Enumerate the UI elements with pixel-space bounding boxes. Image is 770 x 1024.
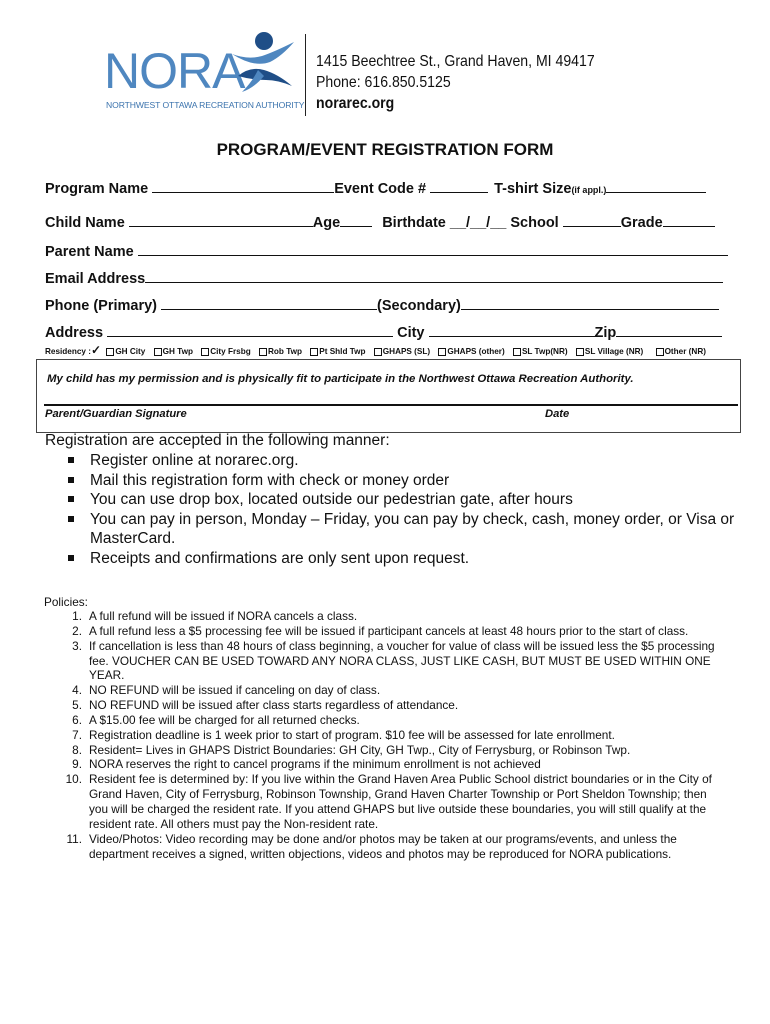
residency-row bbox=[45, 343, 712, 357]
tshirt-size-label: T-shirt Size bbox=[494, 181, 572, 197]
residency-option[interactable]: GHAPS (other) bbox=[438, 347, 504, 356]
checkbox-icon[interactable] bbox=[374, 348, 382, 356]
list-item: 10. Resident fee is determined by: If you live within the Grand Haven Area Public School district boundaries or in the City of Grand Haven, City of Ferrysburg, Robinson Township, Grand Haven Charter Township or Port Sheldon Township; then you will be charged the resident rate. If you attend GHAPS but live outside these boundaries, you will still qualify at the resident rate. All others must pay the Non-resident rate. bbox=[65, 772, 712, 831]
child-name-label: Child Name bbox=[45, 215, 125, 231]
phone-secondary-label: (Secondary) bbox=[377, 298, 461, 314]
checkbox-icon[interactable] bbox=[310, 348, 318, 356]
birthdate-field[interactable]: __/__/__ bbox=[449, 215, 507, 231]
person-figure-icon bbox=[228, 30, 300, 96]
grade-label: Grade bbox=[620, 215, 663, 231]
residency-option[interactable]: City Frsbg bbox=[201, 347, 251, 356]
list-item: You can pay in person, Monday – Friday, you can pay by check, cash, money order, or Visa or MasterCard. bbox=[66, 510, 746, 549]
residency-option[interactable]: Other (NR) bbox=[656, 347, 706, 356]
residency-option[interactable]: Pt Shld Twp bbox=[310, 347, 365, 356]
list-item: 11. Video/Photos: Video recording may be done and/or photos may be taken at our programs/events, and unless the department receives a signed, written objections, videos and photos may be reproduced for NORA publications. bbox=[66, 831, 677, 861]
residency-option[interactable]: Rob Twp bbox=[259, 347, 302, 356]
list-item: 2. A full refund less a $5 processing fee will be issued if participant cancels at least 48 hours prior to the start of class. bbox=[72, 623, 689, 638]
residency-option[interactable]: SL Village (NR) bbox=[576, 347, 643, 356]
row-phone bbox=[45, 296, 719, 314]
list-item: Register online at norarec.org. bbox=[66, 451, 746, 471]
registration-list bbox=[66, 451, 746, 568]
residency-option[interactable]: GH Twp bbox=[154, 347, 193, 356]
list-item: 1. A full refund will be issued if NORA cancels a class. bbox=[72, 609, 358, 623]
tshirt-note: (if appl.) bbox=[571, 185, 607, 195]
consent-box bbox=[36, 359, 741, 433]
phone-primary-label: Phone (Primary) bbox=[45, 298, 157, 314]
logo-wordmark: NORA bbox=[104, 43, 245, 99]
registration-heading: Registration are accepted in the following manner: bbox=[45, 432, 390, 449]
checkbox-icon[interactable] bbox=[576, 348, 584, 356]
row-child bbox=[45, 213, 715, 231]
signature-line[interactable] bbox=[44, 404, 738, 406]
row-parent bbox=[45, 242, 728, 260]
list-item: 9. NORA reserves the right to cancel programs if the minimum enrollment is not achieved bbox=[72, 757, 541, 772]
date-label: Date bbox=[545, 408, 570, 420]
row-address bbox=[45, 323, 722, 341]
checkbox-icon[interactable] bbox=[656, 348, 664, 356]
list-item: 4. NO REFUND will be issued if canceling on day of class. bbox=[72, 683, 381, 698]
bullet-icon bbox=[68, 555, 74, 561]
logo-subtitle: NORTHWEST OTTAWA RECREATION AUTHORITY bbox=[106, 100, 305, 110]
signature-label: Parent/Guardian Signature bbox=[45, 408, 187, 420]
zip-field[interactable] bbox=[616, 323, 722, 337]
program-name-field[interactable] bbox=[152, 179, 334, 193]
residency-option[interactable]: SL Twp(NR) bbox=[513, 347, 568, 356]
list-item: 3. If cancellation is less than 48 hours of class beginning, a voucher for value of class will be issued less the $5 processing fee. VOUCHER CAN BE USED TOWARD ANY NORA CLASS, JUST LIKE CASH, BUT MUST BE USED WITHIN ONE YEAR. bbox=[72, 638, 715, 683]
consent-statement: My child has my permission and is physically fit to participate in the Northwest Ottawa Recreation Authority. bbox=[47, 373, 634, 385]
policies-heading: Policies: bbox=[44, 595, 88, 609]
child-name-field[interactable] bbox=[129, 213, 313, 227]
tshirt-size-field[interactable] bbox=[606, 179, 706, 193]
policies-list bbox=[44, 609, 716, 861]
age-field[interactable] bbox=[340, 213, 372, 227]
list-item: Mail this registration form with check or money order bbox=[66, 471, 746, 491]
form-title: PROGRAM/EVENT REGISTRATION FORM bbox=[216, 140, 554, 159]
list-item: 7. Registration deadline is 1 week prior to start of program. $10 fee will be assessed for late enrollment. bbox=[72, 727, 615, 742]
parent-name-field[interactable] bbox=[138, 242, 728, 256]
checkbox-icon[interactable] bbox=[154, 348, 162, 356]
school-label: School bbox=[510, 215, 559, 231]
residency-label: Residency : bbox=[45, 347, 91, 356]
event-code-label: Event Code # bbox=[334, 181, 427, 197]
parent-name-label: Parent Name bbox=[45, 244, 134, 260]
row-program bbox=[45, 179, 706, 197]
website-link[interactable]: norarec.org bbox=[316, 95, 395, 112]
phone-primary-field[interactable] bbox=[161, 296, 377, 310]
address-field[interactable] bbox=[107, 323, 393, 337]
address-label: Address bbox=[45, 325, 104, 341]
list-item: 5. NO REFUND will be issued after class starts regardless of attendance. bbox=[72, 698, 459, 713]
residency-option[interactable]: GHAPS (SL) bbox=[374, 347, 430, 356]
zip-label: Zip bbox=[594, 325, 617, 341]
checkbox-icon[interactable] bbox=[201, 348, 209, 356]
email-label: Email Address bbox=[45, 271, 146, 287]
bullet-icon bbox=[68, 477, 74, 483]
checkbox-icon[interactable] bbox=[106, 348, 114, 356]
list-item: You can use drop box, located outside our pedestrian gate, after hours bbox=[66, 490, 746, 510]
nora-logo bbox=[100, 30, 305, 116]
address-line: 1415 Beechtree St., Grand Haven, MI 49417 bbox=[316, 53, 595, 70]
checkbox-icon[interactable] bbox=[259, 348, 267, 356]
row-email bbox=[45, 269, 723, 287]
phone-secondary-field[interactable] bbox=[461, 296, 719, 310]
residency-option[interactable]: GH City bbox=[106, 347, 145, 356]
bullet-icon bbox=[68, 496, 74, 502]
list-item: 8. Resident= Lives in GHAPS District Boundaries: GH City, GH Twp., City of Ferrysburg, or Robinson Twp. bbox=[72, 742, 631, 757]
city-label: City bbox=[397, 325, 425, 341]
age-label: Age bbox=[312, 215, 341, 231]
list-item: 6. A $15.00 fee will be charged for all returned checks. bbox=[72, 712, 360, 727]
header-divider bbox=[305, 34, 306, 116]
checkbox-icon[interactable] bbox=[438, 348, 446, 356]
grade-field[interactable] bbox=[663, 213, 715, 227]
bullet-icon bbox=[68, 516, 74, 522]
phone-line: Phone: 616.850.5125 bbox=[316, 74, 451, 91]
checkbox-icon[interactable] bbox=[513, 348, 521, 356]
list-item: Receipts and confirmations are only sent upon request. bbox=[66, 549, 746, 569]
check-mark-icon: ✓ bbox=[90, 343, 102, 357]
city-field[interactable] bbox=[429, 323, 595, 337]
program-name-label: Program Name bbox=[45, 181, 149, 197]
event-code-field[interactable] bbox=[430, 179, 488, 193]
email-field[interactable] bbox=[145, 269, 723, 283]
birthdate-label: Birthdate bbox=[382, 215, 446, 231]
school-field[interactable] bbox=[563, 213, 621, 227]
bullet-icon bbox=[68, 457, 74, 463]
